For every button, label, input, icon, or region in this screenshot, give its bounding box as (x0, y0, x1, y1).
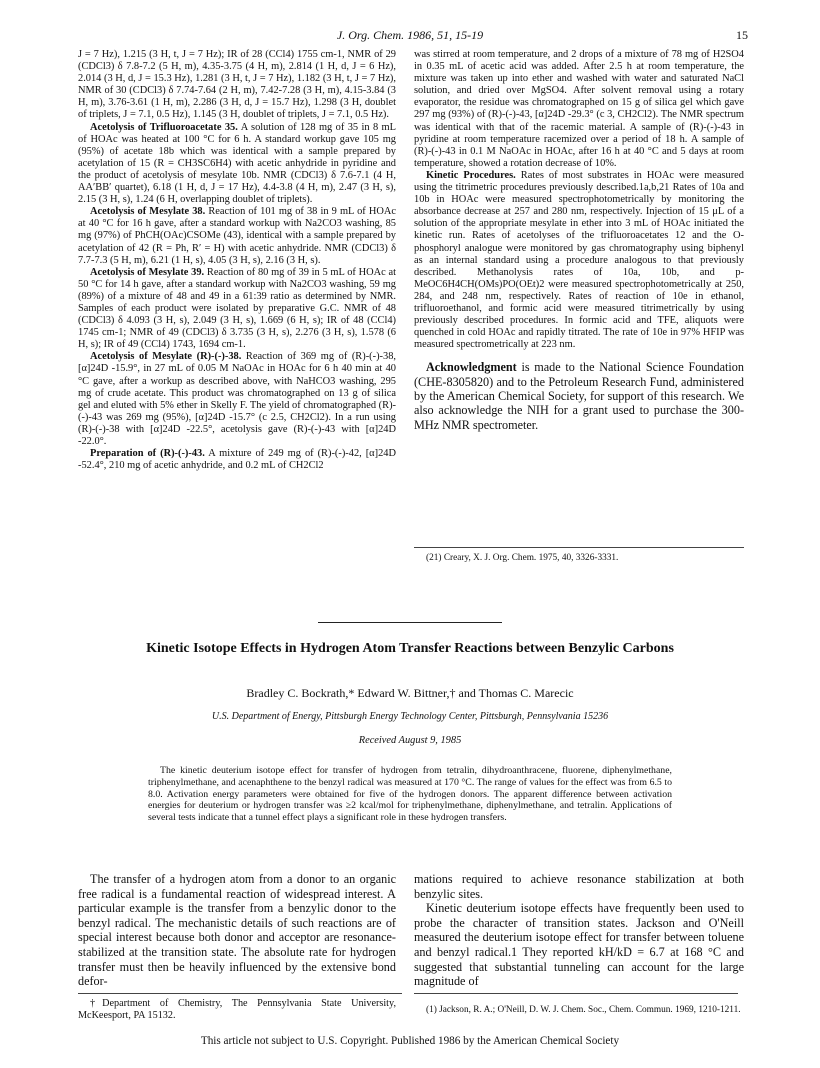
acknowledgment-heading: Acknowledgment (426, 360, 517, 375)
received-date: Received August 9, 1985 (358, 735, 462, 746)
right-column-experimental (414, 49, 744, 432)
procedure-text: A solution of 128 mg of 35 in 8 mL of HOAc was heated at 100 °C for 6 h. A standard workup gave 105 mg (95%) of acetate 18b which was identical with a sample prepared by acetylation of 15 (R = CH3SC6H4) with acetic anhydride in pyridine and the product of acetolysis of mesylate 10b. NMR (CDCl3) δ 7.6-7.1 (4 H, AA′BB′ quartet), 6.18 (1 H, d, J = 17 Hz), 4.4-3.8 (4 H, m), 2.47 (3 H, s), 2.15 (3 H, s), 1.24 (6 H, overlapping doublet of triplets). (78, 121, 396, 206)
left-column-experimental (78, 49, 396, 472)
acknowledgment-text: is made to the National Science Foundation (CHE-8305820) and to the Petroleum Research Fund, administered by the American Chemical Society, for support of this research. We also acknowledge the NIH for a grant used to purchase the 300-MHz NMR spectrometer. (414, 360, 744, 432)
procedure-heading: Kinetic Procedures. (426, 169, 516, 181)
reference-divider (414, 547, 744, 548)
reference-1: (1) Jackson, R. A.; O'Neill, D. W. J. Chem. Soc., Chem. Commun. 1969, 1210-1211. (426, 1005, 741, 1015)
intro-paragraph-2: Kinetic deuterium isotope effects have frequently been used to probe the character of transition states. Jackson and O'Neill measured the deuterium isotope effect for transfer between toluene and benzyl radical.1 They reported kH/kD = 6.7 at 168 °C and suggested that substantial tunneling can account for the large magnitude of (414, 901, 744, 989)
procedure-heading: Acetolysis of Trifluoroacetate 35. (90, 121, 238, 133)
procedure-mesylate-r-38 (78, 351, 396, 448)
kinetic-procedures (414, 170, 744, 351)
procedure-heading: Acetolysis of Mesylate 38. (90, 206, 206, 218)
journal-citation: J. Org. Chem. 1986, 51, 15-19 (336, 28, 484, 42)
article-title: Kinetic Isotope Effects in Hydrogen Atom Transfer Reactions between Benzylic Carbons (146, 641, 674, 656)
article-authors: Bradley C. Bockrath,* Edward W. Bittner,† and Thomas C. Marecic (246, 686, 574, 700)
procedure-trifluoroacetate-35 (78, 122, 396, 207)
procedure-heading: Acetolysis of Mesylate (R)-(-)-38. (90, 351, 242, 363)
reference-21: (21) Creary, X. J. Org. Chem. 1975, 40, 3326-3331. (426, 553, 619, 563)
article-separator (318, 622, 502, 623)
author-affiliation: U.S. Department of Energy, Pittsburgh Energy Technology Center, Pittsburgh, Pennsylvania 15236 (211, 711, 609, 722)
procedure-text: A mixture of 249 mg of (R)-(-)-42, [α]24D -52.4°, 210 mg of acetic anhydride, and 0.2 mL of CH2Cl2 (78, 448, 396, 472)
article-abstract: The kinetic deuterium isotope effect for transfer of hydrogen from tetralin, dihydroanthracene, fluorene, diphenylmethane, triphenylmethane, and acenaphthene to the benzyl radical was measured at 170 °C. The range of values for the effect was from 6.5 to 8.0. Activation energy parameters were obtained for five of the hydrogen donors. The apparent difference between activation energies for deuterium or hydrogen transfer was ≥2 kcal/mol for triphenylmethane, diphenylmethane, and tetralin. Applications of several tests indicate that a tunnel effect plays a significant role in these hydrogen transfers. (148, 765, 672, 824)
intro-paragraph-1: The transfer of a hydrogen atom from a donor to an organic free radical is a fundamental reaction of widespread interest. A particular example is the transfer from a benzylic donor to the benzyl radical. The mechanistic details of such reactions are of special interest because both donor and acceptor are resonance-stabilized at the transition state. The absolute rate for hydrogen transfer must then be heavily influenced by the extensive bond defor- (78, 872, 396, 989)
nmr-data-paragraph: J = 7 Hz), 1.215 (3 H, t, J = 7 Hz); IR of 28 (CCl4) 1755 cm-1, NMR of 29 (CDCl3) δ 7.8-7.2 (5 H, m), 4.35-3.75 (4 H, m), 2.814 (1 H, d, J = 6 Hz), 2.014 (3 H, d, J = 15.3 Hz), 1.281 (3 H, t, J = 7 Hz), 1.182 (3 H, t, J = 7 Hz), NMR of 30 (CDCl3) δ 7.74-7.64 (2 H, m), 7.42-7.28 (3 H, m), 4.15-3.84 (3 H, m), 3.76-3.61 (1 H, m), 2.286 (3 H, d, J = 15.7 Hz), 1.298 (3 H, doublet of triplets, J = 7.1, 0.5 Hz), 1.145 (3 H, doublet of triplets, J = 7.1, 0.5 Hz). (78, 49, 396, 121)
procedure-preparation-43 (78, 448, 396, 472)
acknowledgment (414, 360, 744, 431)
procedure-text: Reaction of 80 mg of 39 in 5 mL of HOAc at 50 °C for 14 h gave, after a standard workup with Na2CO3 washing, 59 mg (89%) of a mixture of 48 and 49 in a 61:39 ratio as determined by NMR. Samples of each product were isolated by preparative G.C. NMR of 48 (CDCl3) δ 4.093 (3 H, s), 2.049 (3 H, s), 1.669 (6 H, s); IR of 48 (CCl4) 1745 cm-1; NMR of 49 (CDCl3) δ 3.735 (3 H, s), 2.276 (3 H, s), 1.578 (6 H, s); IR of 49 (CCl4) 1743, 1694 cm-1. (78, 266, 396, 351)
author-footnote: †Department of Chemistry, The Pennsylvania State University, McKeesport, PA 15132. (78, 998, 396, 1021)
page-number: 15 (736, 28, 748, 42)
procedure-heading: Acetolysis of Mesylate 39. (90, 266, 205, 278)
procedure-text: Reaction of 369 mg of (R)-(-)-38, [α]24D -15.9°, in 27 mL of 0.05 M NaOAc in HOAc for 6 h 40 min at 40 °C gave, after a workup as described above, with NaHCO3 washing, 295 mg of crude acetate. This product was chromatographed on 13 g of silica gel and eluted with 5% ether in Skelly F. The yield of chromatographed (R)-(-)-43 was 269 mg (95%), [α]24D -15.7° (c 2.5, CH2Cl2). In a run using (R)-(-)-38 with [α]24D -22.5°, acetolysis gave (R)-(-)-43 with [α]24D -22.0°. (78, 351, 396, 447)
article-body-right (414, 872, 744, 989)
copyright-footer: This article not subject to U.S. Copyright. Published 1986 by the American Chemical Society (200, 1035, 620, 1047)
footnote-divider-left (78, 993, 402, 994)
procedure-text: Reaction of 101 mg of 38 in 9 mL of HOAc at 40 °C for 16 h gave, after a standard workup with Na2CO3 washing, 85 mg (97%) of PhCH(OAc)CSOMe (43), identical with a sample prepared by acetylation of 42 (R = Ph, R′ = H) with acetic anhydride. NMR (CDCl3) δ 7.7-7.3 (5 H, m), 6.21 (1 H, s), 4.05 (3 H, s), 2.16 (3 H, s). (78, 206, 396, 266)
article-body-left (78, 872, 396, 989)
procedure-heading: Preparation of (R)-(-)-43. (90, 448, 205, 460)
procedure-mesylate-38 (78, 206, 396, 266)
procedure-mesylate-39 (78, 267, 396, 352)
intro-paragraph-1-continued: mations required to achieve resonance stabilization at both benzylic sites. (414, 872, 744, 901)
footnote-divider-right (414, 993, 738, 994)
procedure-continuation: was stirred at room temperature, and 2 drops of a mixture of 78 mg of H2SO4 in 0.35 mL of acetic acid was added. After 2.5 h at room temperature, the mixture was taken up into ether and washed with water and saturated NaCl solution, and dried over MgSO4. After solvent removal using a rotary evaporator, the residue was chromatographed on 15 g of silica gel which gave 297 mg (93%) of (R)-(-)-43, [α]24D -29.3° (c 3, CH2Cl2). The NMR spectrum was identical with that of the racemic material. A sample of (R)-(-)-43 in pyridine at room temperature racemized over a period of 18 h. A sample of (R)-(-)-43 in 0.1 M NaOAc in HOAc, after 16 h at 40 °C and 5 days at room temperature, showed a rotation decrease of 10%. (414, 49, 744, 169)
procedure-text: Rates of most substrates in HOAc were measured using the titrimetric procedures previously described.1a,b,21 Rates of 10a and 10b in HOAc were measured spectrophotometrically by monitoring the absorbance decrease at 257 and 280 nm, respectively. Injection of 15 μL of a solution of the appropriate mesylate in ether into 3 mL of HOAc initiated the kinetic run. Rates of acetolyses of the trifluoroacetates 12 and the O-phosphoryl analogue were monitored by gas chromatography using biphenyl as an internal standard using a procedure analogous to that previously described. Methanolysis rates of 10a, 10b, and p-MeOC6H4CH(OMs)PO(OEt)2 were measured spectrophotometrically at 250, 284, and 248 nm, respectively. Rates of reaction of 10e in ethanol, trifluoroethanol, and formic acid were measured titrimetrically by using previously described procedures. In formic acid and TFE, aliquots were quenched in cold HOAc and rapidly titrated. The rate of 10e in 97% HFIP was measured spectrometrically at 223 nm. (414, 169, 744, 351)
